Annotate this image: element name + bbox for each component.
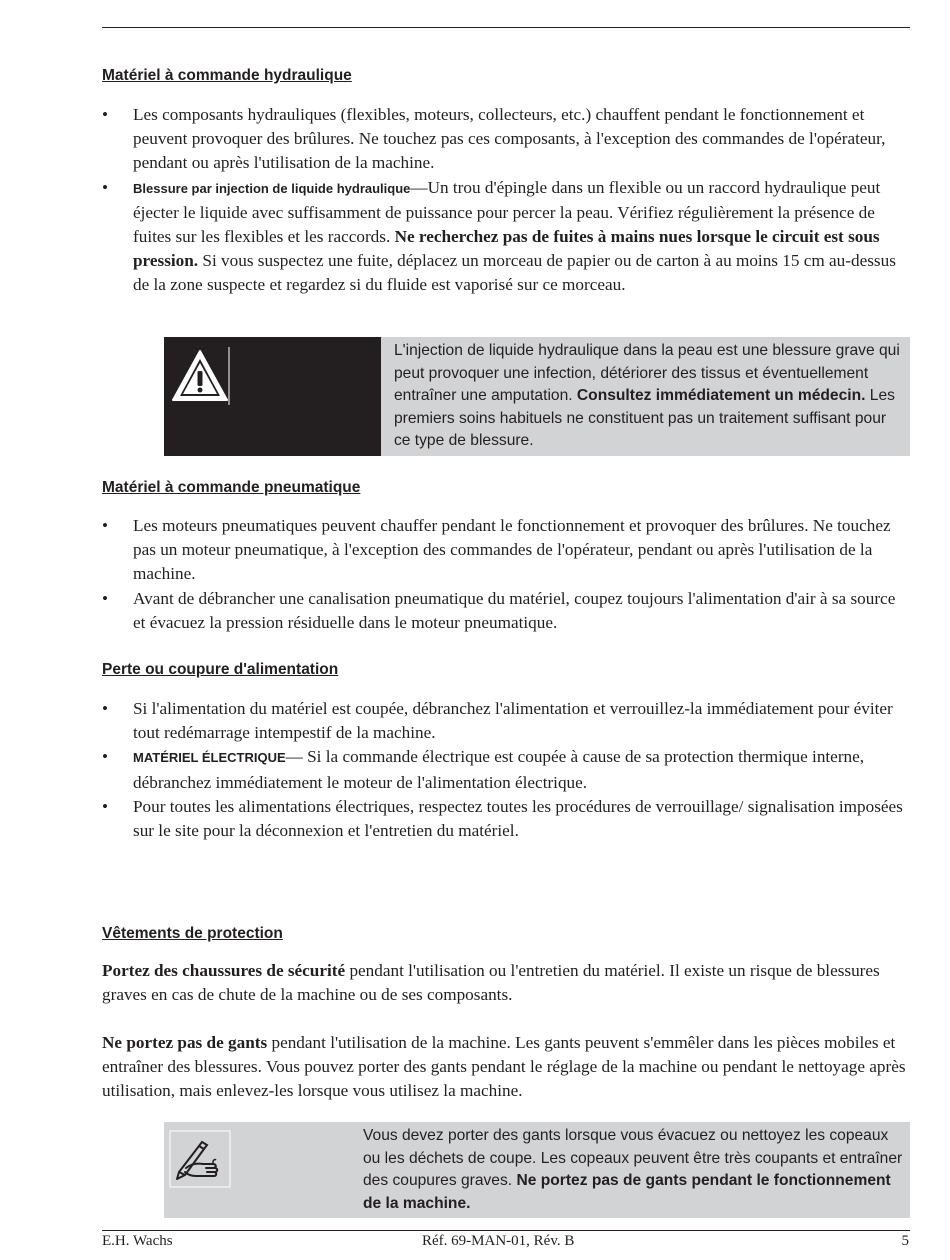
note-notice (164, 1122, 910, 1218)
power-bullet-list (102, 697, 910, 843)
top-rule (102, 27, 910, 28)
bullet-icon: • (102, 588, 109, 608)
item-lead: Blessure par injection de liquide hydraulique (133, 180, 411, 196)
warning-notice (164, 337, 910, 456)
paragraph-no-gloves: Ne portez pas de gants pendant l'utilisation de la machine. Les gants peuvent s'emmêler dans les pièces mobiles et entraîner des blessures. Vous pouvez porter des gants pendant le réglage de la machine ou pendant le nettoyage après utilisation, mais enlevez-les lorsque vous utilisez la machine. (102, 1033, 906, 1101)
bullet-icon: • (102, 516, 109, 535)
bullet-icon: • (102, 747, 109, 767)
list-item: • Les composants hydrauliques (flexibles, moteurs, collecteurs, etc.) chauffent pendant le fonctionnement et peuvent provoquer des brûlures. Ne touchez pas ces composants, à l'exception des commandes de l'opérateur, pendant ou après l'utilisation de la machine. (102, 105, 886, 173)
section-heading-hydraulic: Matériel à commande hydraulique (102, 67, 352, 84)
warning-triangle-icon (169, 345, 231, 407)
bold-warning-text: Ne recherchez pas de fuites à mains nues lorsque le circuit est sous pression. (133, 227, 880, 271)
section-heading-clothing: Vêtements de protection (102, 925, 283, 942)
hydraulic-bullet-list (102, 103, 910, 298)
list-item: • MATÉRIEL ÉLECTRIQUE— Si la commande électrique est coupée à cause de sa protection thermique interne, débranchez immédiatement le moteur de l'alimentation électrique. (102, 747, 865, 792)
list-item: • Pour toutes les alimentations électriques, respectez toutes les procédures de verrouillage/ signalisation imposées sur le site pour la déconnexion et l'entretien du matériel. (102, 796, 903, 841)
section-heading-pneumatic: Matériel à commande pneumatique (102, 479, 361, 496)
list-item: • Si l'alimentation du matériel est coupée, débranchez l'alimentation et verrouillez-la immédiatement pour éviter tout redémarrage intempestif de la machine. (102, 699, 893, 743)
section-heading-power: Perte ou coupure d'alimentation (102, 661, 339, 678)
bullet-icon: • (102, 177, 109, 197)
paragraph-safety-shoes: Portez des chaussures de sécurité pendant l'utilisation ou l'entretien du matériel. Il existe un risque de blessures graves en cas de chute de la machine ou de ses composants. (102, 961, 880, 1005)
list-item: • Avant de débrancher une canalisation pneumatique du matériel, coupez toujours l'alimentation d'air à sa source et évacuez la pression résiduelle dans le moteur pneumatique. (102, 588, 896, 632)
footer-company: E.H. Wachs (102, 1233, 173, 1249)
bullet-icon: • (102, 699, 109, 718)
bullet-icon: • (102, 105, 109, 124)
footer-reference: Réf. 69-MAN-01, Rév. B (422, 1233, 575, 1249)
list-item: • Blessure par injection de liquide hydraulique—Un trou d'épingle dans un flexible ou un raccord hydraulique peut éjecter le liquide avec suffisamment de puissance pour percer la peau. Vérifiez régulièrement la présence de fuites sur les flexibles et les raccords. Ne recherchez pas de fuites à mains nues lorsque le circuit est sous pression. Si vous suspectez une fuite, déplacez un morceau de papier ou de carton à au moins 15 cm au-dessus de la zone suspecte et regardez si du fluide est vaporisé sur ce morceau. (102, 177, 896, 295)
footer-rule (102, 1230, 910, 1231)
writing-hand-icon (169, 1128, 231, 1190)
warning-text: L'injection de liquide hydraulique dans la peau est une blessure grave qui peut provoquer une infection, détériorer des tissus et éventuellement entraîner une amputation. Consultez immédiatement un médecin. Les premiers soins habituels ne constituent pas un traitement suffisant pour ce type de blessure. (381, 337, 910, 456)
list-item: • Les moteurs pneumatiques peuvent chauffer pendant le fonctionnement et provoquer des brûlures. Ne touchez pas un moteur pneumatique, à l'exception des commandes de l'opérateur, pendant ou après l'utilisation de la machine. (102, 516, 891, 584)
item-lead: MATÉRIEL ÉLECTRIQUE (133, 750, 286, 766)
bullet-icon: • (102, 796, 109, 816)
note-text: Vous devez porter des gants lorsque vous évacuez ou nettoyez les copeaux ou les déchets de coupe. Les copeaux peuvent être très coupants et entraîner des coupures graves. Ne portez pas de gants pendant le fonctionnement de la machine. (350, 1122, 910, 1218)
page-number: 5 (901, 1233, 909, 1249)
pneumatic-bullet-list (102, 514, 910, 635)
